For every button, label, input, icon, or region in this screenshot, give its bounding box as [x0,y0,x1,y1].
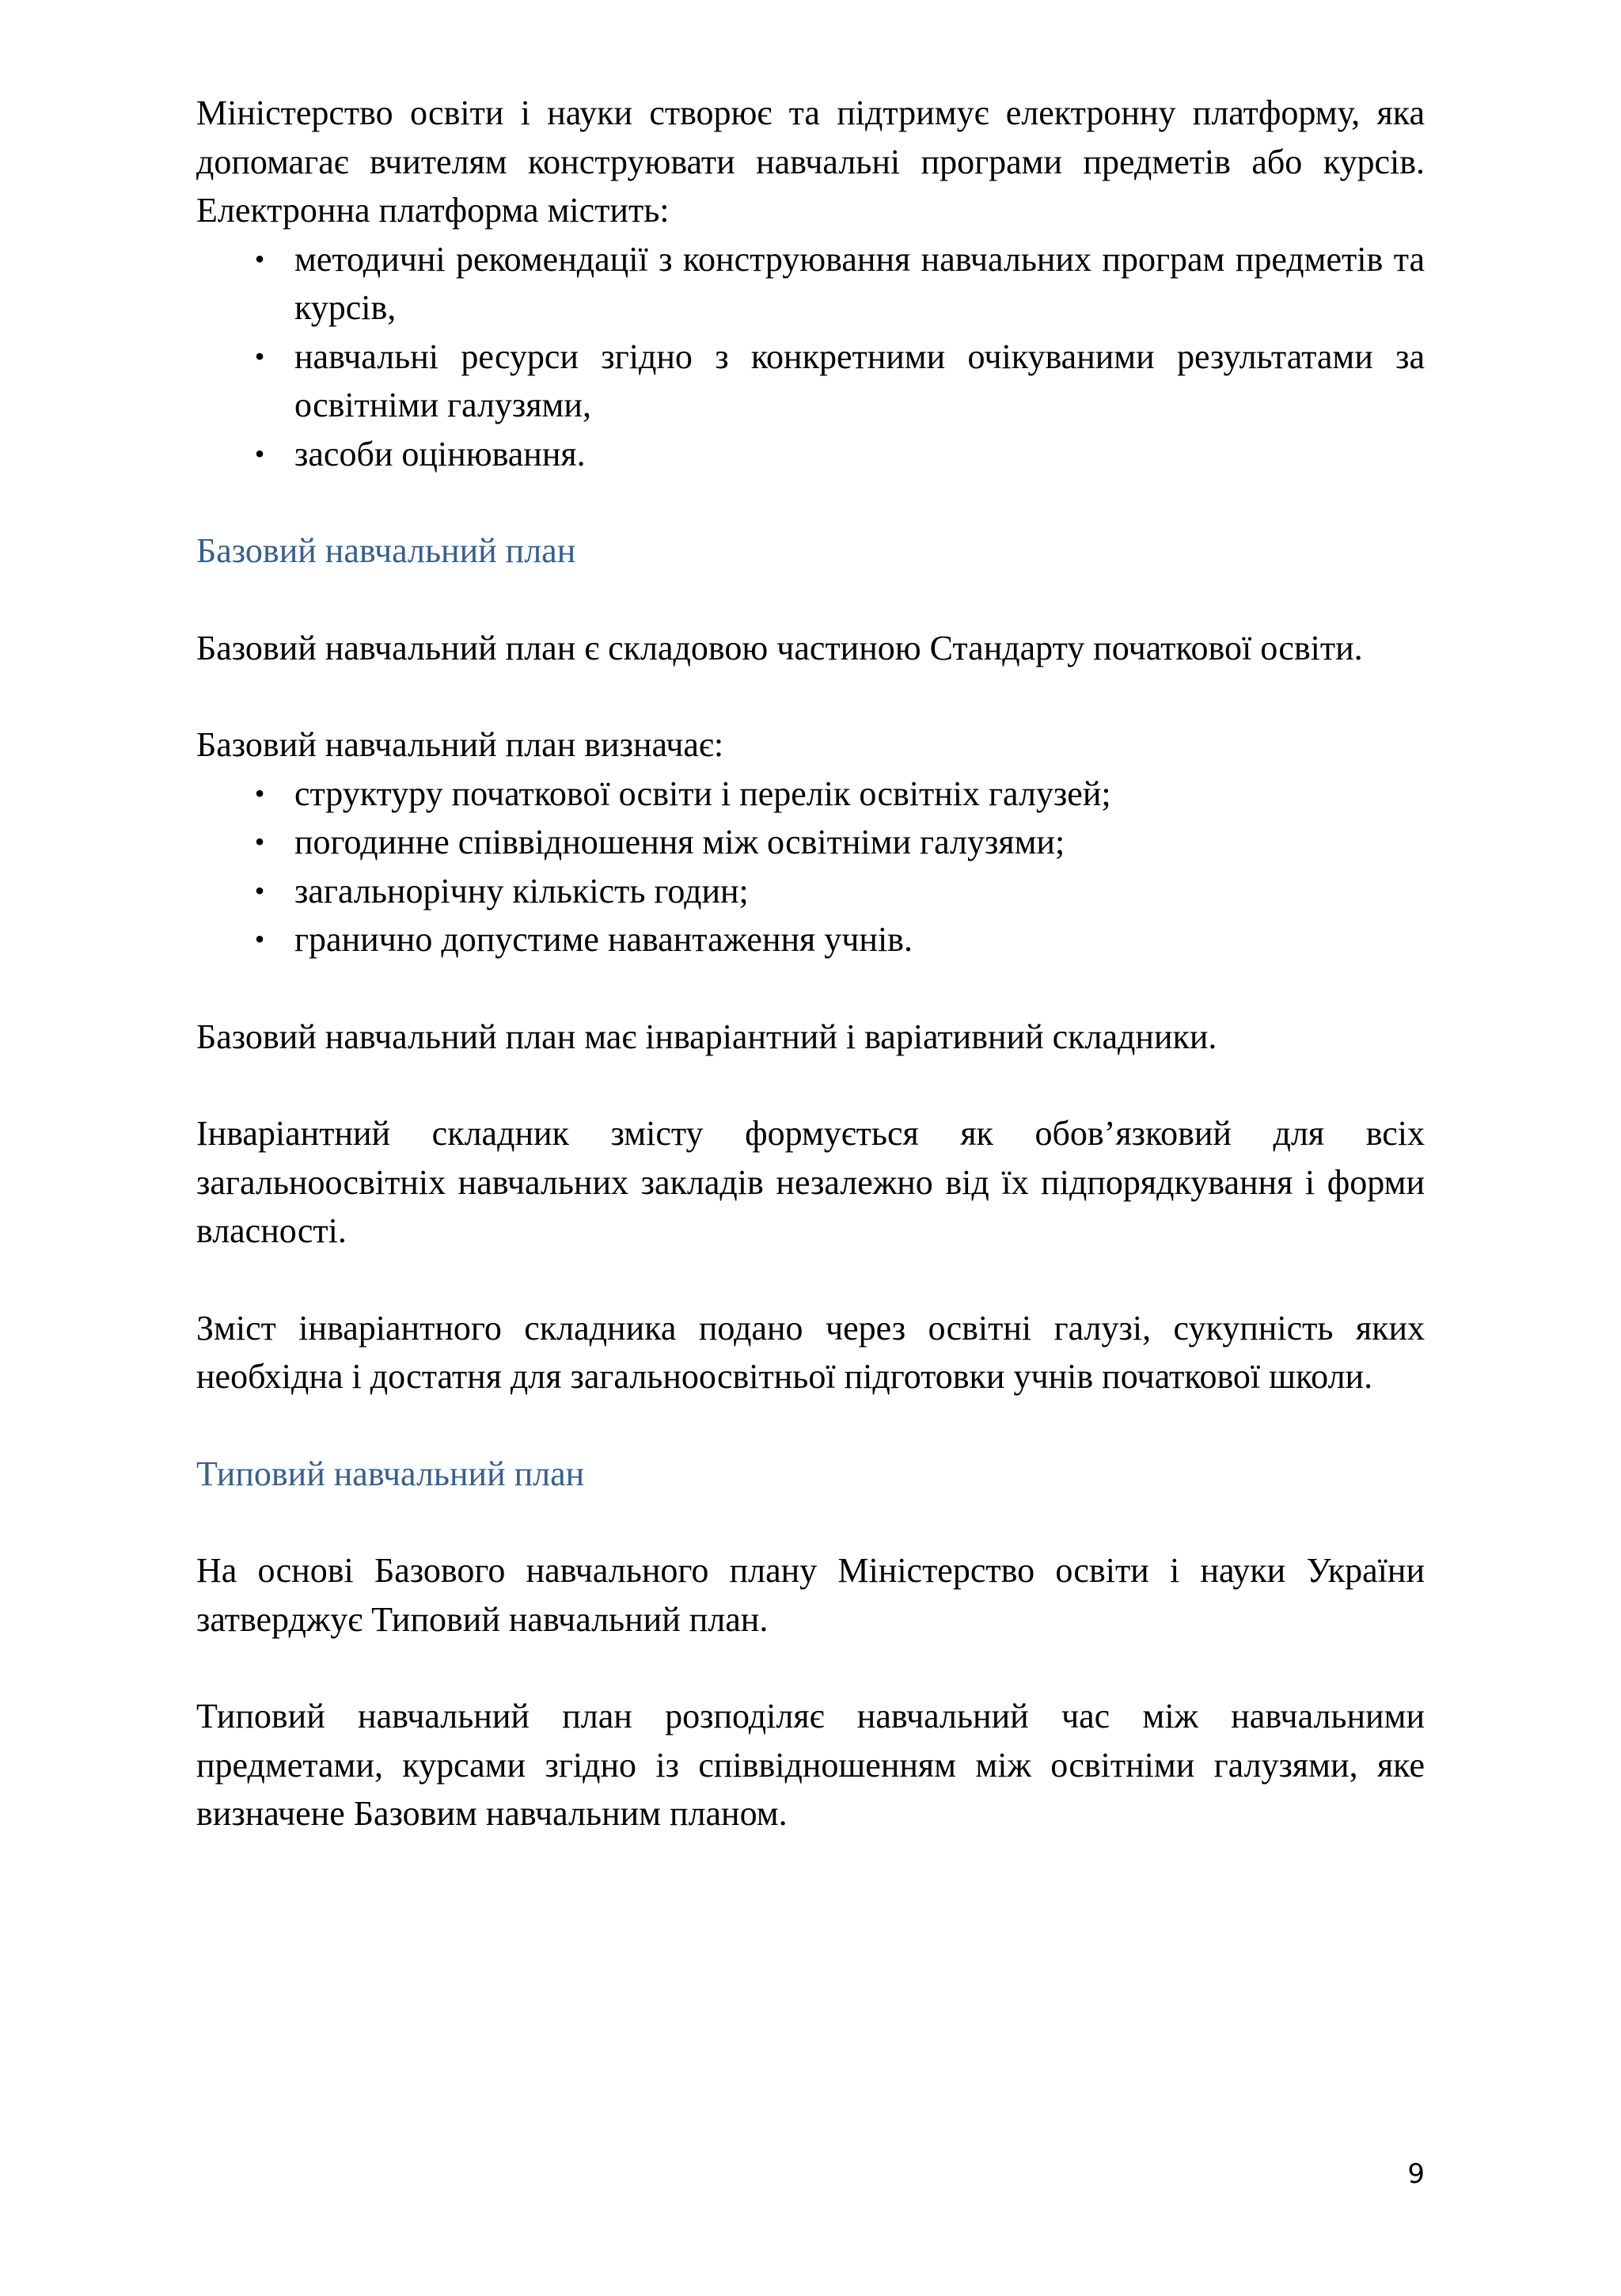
paragraph: На основі Базового навчального плану Міністерство освіти і науки України затверджує Типовий навчальний план. [196,1551,1425,1639]
page-number: 9 [1407,2158,1425,2190]
bullet-icon: • [254,777,265,809]
list-item-text: навчальні ресурси згідно з конкретними очікуваними результатами за освітніми галузями, [294,336,1425,424]
list-item [254,235,1425,333]
document-page [196,89,1425,1838]
bullet-icon: • [254,923,265,955]
list-item [254,770,1425,819]
bullet-icon: • [254,874,265,907]
paragraph: Зміст інваріантного складника подано через освітні галузі, сукупність яких необхідна і достатня для загальноосвітньої підготовки учнів початкової школи. [196,1308,1425,1396]
list-item [254,915,1425,964]
list-item-text: структуру початкової освіти і перелік освітніх галузей; [294,774,1111,813]
intro-bullet-list [196,235,1425,479]
paragraph: Інваріантний складник змісту формується як обов’язковий для всіх загальноосвітніх навчальних закладів незалежно від їх підпорядкування і форми власності. [196,1114,1425,1250]
basic-plan-bullet-list [196,770,1425,964]
bullet-icon: • [254,437,265,469]
section-heading-basic-plan: Базовий навчальний план [196,531,576,570]
list-item-text: загальнорічну кількість годин; [294,871,749,910]
list-item-text: засоби оцінювання. [294,434,586,473]
bullet-icon: • [254,242,265,275]
list-item-text: гранично допустиме навантаження учнів. [294,920,913,959]
paragraph: Базовий навчальний план є складовою частиною Стандарту початкової освіти. [196,628,1363,667]
intro-paragraph: Міністерство освіти і науки створює та підтримує електронну платформу, яка допомагає вчителям конструювати навчальні програми предметів або курсів. Електронна платформа містить: [196,93,1425,230]
paragraph: Базовий навчальний план має інваріантний і варіативний складники. [196,1017,1217,1056]
list-item [254,430,1425,479]
list-item-text: методичні рекомендації з конструювання навчальних програм предметів та курсів, [294,239,1425,327]
list-item [254,867,1425,916]
list-item [254,333,1425,430]
bullet-icon: • [254,340,265,372]
paragraph: Базовий навчальний план визначає: [196,725,724,764]
list-item [254,818,1425,867]
bullet-icon: • [254,826,265,857]
list-item-text: погодинне співвідношення між освітніми галузями; [294,823,1065,861]
paragraph: Типовий навчальний план розподіляє навчальний час між навчальними предметами, курсами згідно із співвідношенням між освітніми галузями, яке визначене Базовим навчальним планом. [196,1697,1425,1833]
section-heading-typical-plan: Типовий навчальний план [196,1454,585,1493]
